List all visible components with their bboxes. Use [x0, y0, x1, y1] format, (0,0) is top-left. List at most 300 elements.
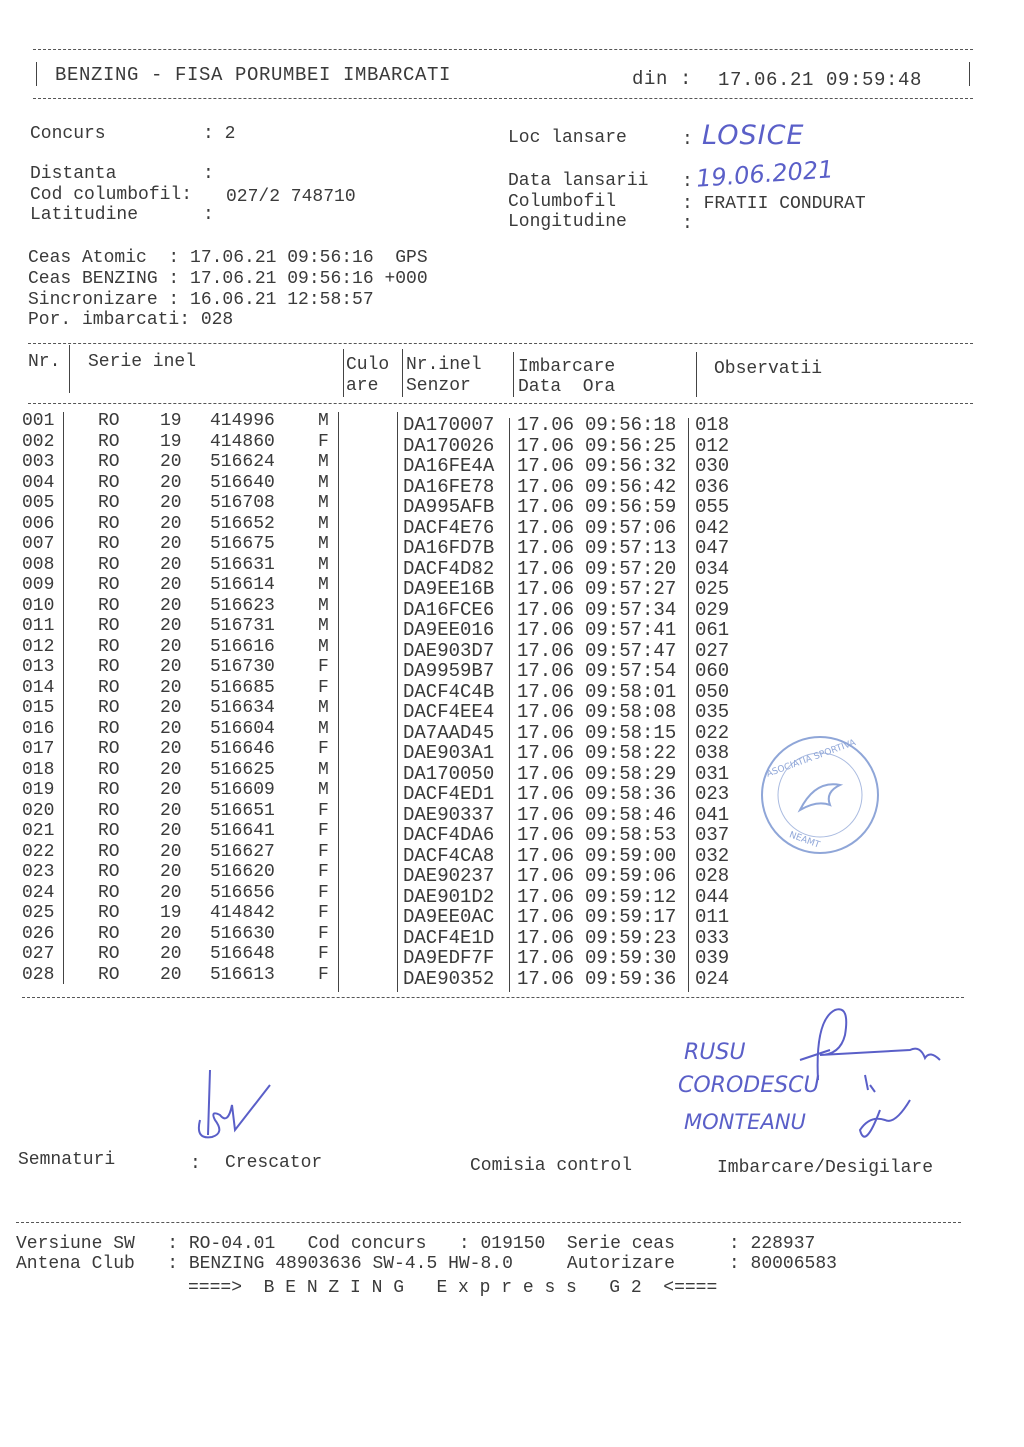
row-number: 009 — [22, 575, 55, 595]
ring-country: RO — [98, 616, 120, 636]
ring-country: RO — [98, 800, 120, 821]
ceas-benzing: Ceas BENZING : 17.06.21 09:56:16 +000 — [28, 269, 428, 289]
row-number: 021 — [22, 821, 55, 841]
ring-country: RO — [98, 698, 120, 718]
sex: F — [318, 821, 329, 841]
sex: M — [318, 595, 329, 616]
row-number: 018 — [22, 759, 55, 780]
row-number: 020 — [22, 800, 55, 821]
data-lansarii-sep: : — [682, 172, 693, 192]
boarding-time: 09:57:20 — [585, 557, 677, 580]
row-number: 026 — [22, 923, 55, 944]
observation: 035 — [695, 701, 730, 723]
ring-country: RO — [98, 534, 120, 554]
ring-year: 20 — [160, 821, 182, 841]
ring-year: 19 — [160, 903, 182, 923]
observation: 029 — [695, 598, 730, 621]
ring-year: 20 — [160, 964, 182, 985]
observation: 012 — [695, 434, 730, 457]
boarding-time: 09:59:23 — [585, 926, 677, 949]
boarding-time: 09:57:27 — [585, 578, 677, 600]
ring-country: RO — [98, 882, 120, 903]
boarding-time: 09:57:34 — [585, 598, 677, 621]
ring-number: 516641 — [210, 821, 275, 841]
boarding-date: 17.06 — [517, 496, 575, 518]
ring-country: RO — [98, 554, 120, 575]
observation: 039 — [695, 947, 730, 969]
ring-year: 20 — [160, 616, 182, 636]
sex: M — [318, 636, 329, 657]
ring-country: RO — [98, 431, 120, 452]
boarding-date: 17.06 — [517, 967, 575, 990]
ring-country: RO — [98, 493, 120, 513]
observation: 061 — [695, 619, 730, 641]
ring-year: 20 — [160, 472, 182, 493]
observation: 031 — [695, 762, 730, 785]
observation: 041 — [695, 803, 730, 826]
boarding-time: 09:58:46 — [585, 803, 677, 826]
observation: 028 — [695, 865, 730, 887]
sex: F — [318, 677, 329, 698]
boarding-time: 09:59:12 — [585, 885, 677, 908]
row-number: 013 — [22, 657, 55, 677]
ring-year: 20 — [160, 739, 182, 759]
boarding-time: 09:56:18 — [585, 414, 677, 436]
row-number: 010 — [22, 595, 55, 616]
sensor-ring: DACF4E76 — [403, 516, 495, 539]
col-divider — [343, 349, 344, 397]
ring-country: RO — [98, 841, 120, 862]
sex: M — [318, 513, 329, 534]
ring-year: 20 — [160, 534, 182, 554]
ring-country: RO — [98, 718, 120, 739]
ring-year: 20 — [160, 780, 182, 800]
sincronizare: Sincronizare : 16.06.21 12:58:57 — [28, 290, 374, 310]
boarding-time: 09:58:22 — [585, 742, 677, 764]
distanta-value: : — [203, 164, 214, 184]
row-number: 014 — [22, 677, 55, 698]
boarding-date: 17.06 — [517, 701, 575, 723]
ring-number: 516685 — [210, 677, 275, 698]
ring-number: 516640 — [210, 472, 275, 493]
boarding-date: 17.06 — [517, 455, 575, 477]
latitudine-label: Latitudine — [30, 205, 139, 225]
ring-number: 516708 — [210, 493, 275, 513]
row-number: 005 — [22, 493, 55, 513]
ring-year: 20 — [160, 944, 182, 964]
ring-year: 20 — [160, 698, 182, 718]
row-number: 019 — [22, 780, 55, 800]
ring-number: 516675 — [210, 534, 275, 554]
col-divider — [63, 412, 64, 984]
sex: F — [318, 923, 329, 944]
ring-country: RO — [98, 821, 120, 841]
boarding-date: 17.06 — [517, 721, 575, 744]
sex: F — [318, 739, 329, 759]
ring-year: 20 — [160, 923, 182, 944]
longitudine-label: Longitudine — [508, 212, 627, 232]
ring-year: 20 — [160, 759, 182, 780]
boarding-time: 09:58:53 — [585, 824, 677, 846]
ring-country: RO — [98, 780, 120, 800]
boarding-date: 17.06 — [517, 598, 575, 621]
sensor-ring: DACF4DA6 — [403, 824, 495, 846]
boarding-date: 17.06 — [517, 680, 575, 703]
ring-country: RO — [98, 595, 120, 616]
table-top-rule — [28, 343, 973, 344]
ring-year: 20 — [160, 595, 182, 616]
boarding-date: 17.06 — [517, 475, 575, 498]
boarding-date: 17.06 — [517, 660, 575, 682]
ring-country: RO — [98, 964, 120, 985]
observation: 023 — [695, 783, 730, 805]
observation: 044 — [695, 885, 730, 908]
columbofil-value: : FRATII CONDURAT — [682, 194, 866, 214]
boarding-time: 09:58:01 — [585, 680, 677, 703]
observation: 060 — [695, 660, 730, 682]
row-number: 025 — [22, 903, 55, 923]
row-number: 022 — [22, 841, 55, 862]
row-number: 007 — [22, 534, 55, 554]
ring-number: 516651 — [210, 800, 275, 821]
boarding-date: 17.06 — [517, 926, 575, 949]
ring-year: 20 — [160, 862, 182, 882]
sensor-ring: DA9EDF7F — [403, 947, 495, 969]
ring-year: 20 — [160, 882, 182, 903]
boarding-date: 17.06 — [517, 742, 575, 764]
sex: M — [318, 780, 329, 800]
ring-number: 516656 — [210, 882, 275, 903]
ring-number: 516630 — [210, 923, 275, 944]
imbarcare-desigilare-label: Imbarcare/Desigilare — [717, 1158, 934, 1178]
sensor-ring: DA16FE78 — [403, 475, 495, 498]
association-stamp — [755, 730, 885, 860]
crescator-signature — [190, 1065, 280, 1145]
boarding-date: 17.06 — [517, 619, 575, 641]
boarding-date: 17.06 — [517, 557, 575, 580]
sex: M — [318, 759, 329, 780]
header-nr-inel-2: Senzor — [406, 376, 471, 396]
ring-number: 516604 — [210, 718, 275, 739]
footer-banner: ====> B E N Z I N G E x p r e s s G 2 <==== — [188, 1278, 718, 1298]
sensor-ring: DA170026 — [403, 434, 495, 457]
row-number: 023 — [22, 862, 55, 882]
dove-icon — [800, 784, 840, 810]
boarding-time: 09:59:06 — [585, 865, 677, 887]
sensor-ring: DA16FD7B — [403, 537, 495, 559]
ring-year: 20 — [160, 636, 182, 657]
boarding-time: 09:58:36 — [585, 783, 677, 805]
boarding-date: 17.06 — [517, 434, 575, 457]
observation: 027 — [695, 639, 730, 662]
ring-country: RO — [98, 739, 120, 759]
ring-year: 20 — [160, 657, 182, 677]
loc-lansare-sep: : — [682, 130, 693, 150]
ring-number: 414860 — [210, 431, 275, 452]
row-number: 012 — [22, 636, 55, 657]
crescator-label: Crescator — [225, 1153, 323, 1173]
boarding-date: 17.06 — [517, 414, 575, 436]
observation: 050 — [695, 680, 730, 703]
boarding-time: 09:59:00 — [585, 844, 677, 867]
col-divider — [688, 418, 689, 992]
latitudine-value: : — [203, 205, 214, 225]
loc-lansare-handwritten: LOSICE — [702, 120, 805, 151]
print-date-value: 17.06.21 09:59:48 — [718, 69, 923, 91]
sex: M — [318, 616, 329, 636]
sensor-ring: DA170050 — [403, 762, 495, 785]
header-culoare-2: are — [346, 376, 379, 396]
table-bottom-rule — [22, 997, 964, 998]
sex: M — [318, 452, 329, 472]
boarding-time: 09:58:08 — [585, 701, 677, 723]
header-left-border — [36, 62, 37, 86]
boarding-date: 17.06 — [517, 803, 575, 826]
ring-country: RO — [98, 759, 120, 780]
col-divider — [402, 349, 403, 397]
footer-rule — [16, 1222, 961, 1223]
commission-signatures — [760, 1000, 960, 1150]
header-nr-inel-1: Nr.inel — [406, 355, 482, 375]
boarding-time: 09:57:06 — [585, 516, 677, 539]
observation: 025 — [695, 578, 730, 600]
header-serie-inel: Serie inel — [88, 352, 197, 372]
sensor-ring: DA9EE16B — [403, 578, 495, 600]
ring-country: RO — [98, 862, 120, 882]
ring-number: 516609 — [210, 780, 275, 800]
boarding-time: 09:56:25 — [585, 434, 677, 457]
ring-country: RO — [98, 411, 120, 431]
col-divider — [338, 412, 339, 992]
sex: F — [318, 431, 329, 452]
observation: 038 — [695, 742, 730, 764]
sex: M — [318, 718, 329, 739]
sensor-ring: DACF4C4B — [403, 680, 495, 703]
col-divider — [513, 352, 514, 397]
sex: M — [318, 534, 329, 554]
ring-number: 516730 — [210, 657, 275, 677]
document-title: BENZING - FISA PORUMBEI IMBARCATI — [55, 64, 452, 86]
boarding-date: 17.06 — [517, 844, 575, 867]
sensor-ring: DACF4ED1 — [403, 783, 495, 805]
ring-country: RO — [98, 657, 120, 677]
row-number: 002 — [22, 431, 55, 452]
ring-country: RO — [98, 513, 120, 534]
sex: M — [318, 493, 329, 513]
row-number: 027 — [22, 944, 55, 964]
boarding-time: 09:56:32 — [585, 455, 677, 477]
ring-number: 516731 — [210, 616, 275, 636]
row-number: 017 — [22, 739, 55, 759]
header-nr: Nr. — [28, 352, 61, 372]
ring-number: 516620 — [210, 862, 275, 882]
ceas-atomic: Ceas Atomic : 17.06.21 09:56:16 GPS — [28, 248, 428, 268]
observation: 036 — [695, 475, 730, 498]
sensor-ring: DAE903D7 — [403, 639, 495, 662]
observation: 032 — [695, 844, 730, 867]
observation: 037 — [695, 824, 730, 846]
row-number: 024 — [22, 882, 55, 903]
sensor-ring: DA9EE016 — [403, 619, 495, 641]
ring-number: 516648 — [210, 944, 275, 964]
boarding-time: 09:57:47 — [585, 639, 677, 662]
sensor-ring: DAE90237 — [403, 865, 495, 887]
sex: F — [318, 841, 329, 862]
loc-lansare-label: Loc lansare — [508, 128, 627, 148]
row-number: 028 — [22, 964, 55, 985]
footer-antena-line: Antena Club : BENZING 48903636 SW-4.5 HW-8.0 Autorizare : 80006583 — [16, 1254, 837, 1274]
row-number: 011 — [22, 616, 55, 636]
sensor-ring: DAE901D2 — [403, 885, 495, 908]
ring-country: RO — [98, 452, 120, 472]
ring-number: 516646 — [210, 739, 275, 759]
ring-number: 516616 — [210, 636, 275, 657]
boarding-date: 17.06 — [517, 639, 575, 662]
ring-number: 414842 — [210, 903, 275, 923]
data-lansarii-label: Data lansarii — [508, 171, 649, 191]
sensor-ring: DACF4CA8 — [403, 844, 495, 867]
ring-year: 20 — [160, 575, 182, 595]
boarding-time: 09:58:15 — [585, 721, 677, 744]
sensor-ring: DA9959B7 — [403, 660, 495, 682]
ring-number: 516624 — [210, 452, 275, 472]
col-divider — [69, 345, 70, 393]
footer-versiune-line: Versiune SW : RO-04.01 Cod concurs : 019150 Serie ceas : 228937 — [16, 1234, 816, 1254]
ring-country: RO — [98, 472, 120, 493]
commission-name: MONTEANU — [684, 1110, 806, 1134]
ring-year: 20 — [160, 800, 182, 821]
boarding-time: 09:57:13 — [585, 537, 677, 559]
ring-year: 19 — [160, 431, 182, 452]
observation: 042 — [695, 516, 730, 539]
sex: F — [318, 862, 329, 882]
header-observatii: Observatii — [714, 359, 823, 379]
boarding-date: 17.06 — [517, 947, 575, 969]
svg-text:NEAMT: NEAMT — [787, 830, 822, 851]
ring-country: RO — [98, 575, 120, 595]
sex: F — [318, 903, 329, 923]
boarding-time: 09:59:17 — [585, 906, 677, 928]
boarding-time: 09:56:59 — [585, 496, 677, 518]
sensor-ring: DA16FE4A — [403, 455, 495, 477]
sensor-ring: DAE903A1 — [403, 742, 495, 764]
boarding-time: 09:59:30 — [585, 947, 677, 969]
concurs-label: Concurs — [30, 124, 106, 144]
sensor-ring: DACF4D82 — [403, 557, 495, 580]
ring-country: RO — [98, 677, 120, 698]
header-imbarcare-1: Imbarcare — [518, 357, 616, 377]
boarding-date: 17.06 — [517, 906, 575, 928]
boarding-date: 17.06 — [517, 885, 575, 908]
boarding-time: 09:59:36 — [585, 967, 677, 990]
sensor-ring: DAE90352 — [403, 967, 495, 990]
ring-number: 414996 — [210, 411, 275, 431]
commission-name: CORODESCU — [678, 1073, 820, 1098]
boarding-date: 17.06 — [517, 578, 575, 600]
boarding-time: 09:56:42 — [585, 475, 677, 498]
sex: M — [318, 575, 329, 595]
row-number: 001 — [22, 411, 55, 431]
columbofil-label: Columbofil — [508, 192, 617, 212]
data-lansarii-handwritten: 19.06.2021 — [695, 155, 835, 193]
col-divider — [509, 418, 510, 992]
ring-year: 20 — [160, 493, 182, 513]
boarding-date: 17.06 — [517, 783, 575, 805]
ring-number: 516614 — [210, 575, 275, 595]
porumbei-imbarcati: Por. imbarcati: 028 — [28, 310, 234, 330]
ring-number: 516631 — [210, 554, 275, 575]
header-right-border — [969, 62, 970, 86]
observation: 022 — [695, 721, 730, 744]
col-divider — [696, 352, 697, 397]
ring-year: 20 — [160, 841, 182, 862]
ring-country: RO — [98, 944, 120, 964]
header-top-rule — [33, 49, 973, 50]
boarding-date: 17.06 — [517, 865, 575, 887]
ring-number: 516652 — [210, 513, 275, 534]
ring-country: RO — [98, 923, 120, 944]
semnaturi-sep: : — [190, 1154, 201, 1174]
sex: M — [318, 698, 329, 718]
observation: 033 — [695, 926, 730, 949]
sex: M — [318, 472, 329, 493]
header-culoare-1: Culo — [346, 355, 390, 375]
sex: F — [318, 964, 329, 985]
ring-country: RO — [98, 903, 120, 923]
sex: M — [318, 411, 329, 431]
ring-year: 20 — [160, 452, 182, 472]
observation: 055 — [695, 496, 730, 518]
commission-name: RUSU — [684, 1040, 746, 1065]
ring-number: 516634 — [210, 698, 275, 718]
header-bottom-rule — [28, 403, 973, 404]
sex: M — [318, 554, 329, 575]
ring-year: 20 — [160, 513, 182, 534]
ring-country: RO — [98, 636, 120, 657]
comisia-control-label: Comisia control — [470, 1156, 633, 1176]
sensor-ring: DACF4EE4 — [403, 701, 495, 723]
observation: 030 — [695, 455, 730, 477]
ring-year: 20 — [160, 554, 182, 575]
ring-year: 20 — [160, 677, 182, 698]
sex: F — [318, 800, 329, 821]
sensor-ring: DAE90337 — [403, 803, 495, 826]
ring-number: 516627 — [210, 841, 275, 862]
sex: F — [318, 882, 329, 903]
row-number: 003 — [22, 452, 55, 472]
boarding-date: 17.06 — [517, 824, 575, 846]
header-imbarcare-2: Data Ora — [518, 377, 616, 397]
col-divider — [397, 412, 398, 992]
sex: F — [318, 944, 329, 964]
ring-number: 516623 — [210, 595, 275, 616]
row-number: 015 — [22, 698, 55, 718]
boarding-time: 09:57:54 — [585, 660, 677, 682]
row-number: 006 — [22, 513, 55, 534]
boarding-time: 09:58:29 — [585, 762, 677, 785]
concurs-value: : 2 — [203, 124, 236, 144]
sensor-ring: DA16FCE6 — [403, 598, 495, 621]
sensor-ring: DA7AAD45 — [403, 721, 495, 744]
sensor-ring: DA9EE0AC — [403, 906, 495, 928]
cod-columbofil-label: Cod columbofil: — [30, 185, 193, 205]
distanta-label: Distanta — [30, 164, 117, 184]
boarding-date: 17.06 — [517, 762, 575, 785]
observation: 018 — [695, 414, 730, 436]
header-bottom-rule — [33, 98, 973, 99]
ring-number: 516613 — [210, 964, 275, 985]
observation: 024 — [695, 967, 730, 990]
